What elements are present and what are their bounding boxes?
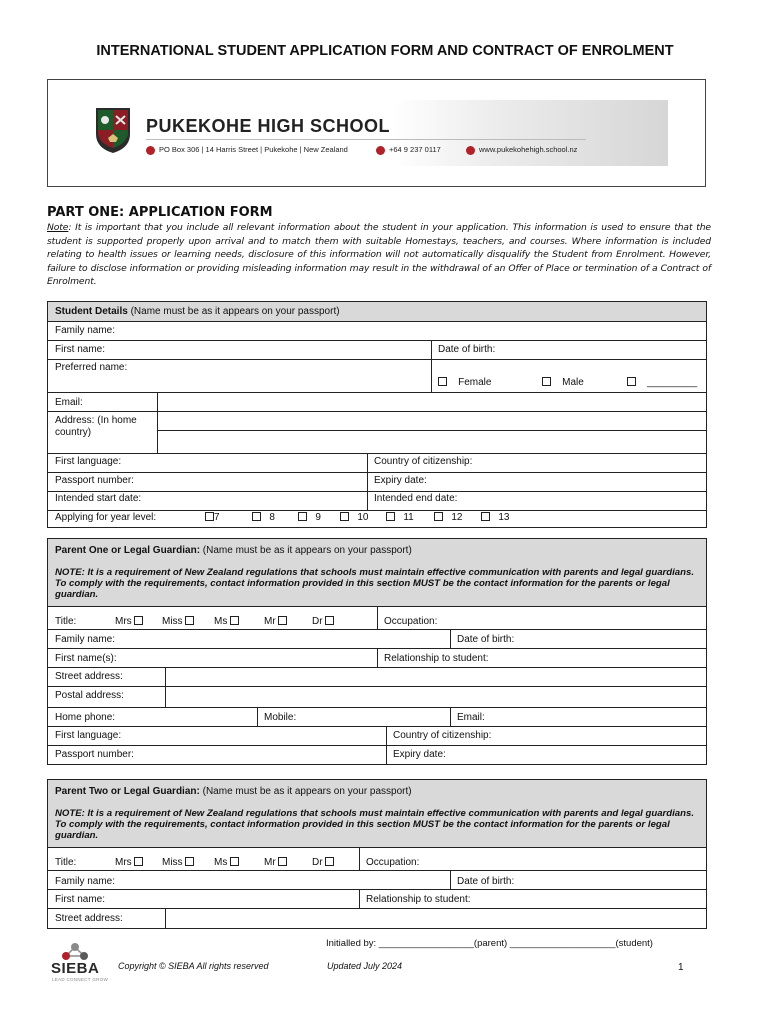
year-level-label: Applying for year level: [55,512,157,523]
year-12-checkbox[interactable] [434,512,443,521]
year-13-option[interactable]: 13 [481,512,509,523]
year-8-checkbox[interactable] [252,512,261,521]
parent-one-first-names-field[interactable]: First name(s): [55,653,117,664]
student-first-name-field[interactable]: First name: [55,344,106,355]
parent-one-mobile-field[interactable]: Mobile: [264,712,297,723]
parent-two-title-mr[interactable]: Mr [264,857,287,868]
school-banner-frame [47,79,706,187]
male-checkbox[interactable] [542,377,551,386]
parent-two-section [47,779,707,929]
parent-one-heading: Parent One or Legal Guardian: (Name must be as it appears on your passport) [55,545,412,556]
ms-checkbox[interactable] [230,616,239,625]
student-details-section [47,301,707,528]
parent-two-occupation-field[interactable]: Occupation: [366,857,420,868]
year-7-checkbox[interactable] [205,512,214,521]
application-note [47,221,711,289]
mrs-checkbox[interactable] [134,616,143,625]
school-website[interactable]: www.pukekohehigh.school.nz [466,145,577,155]
parent-two-heading: Parent Two or Legal Guardian: (Name must be as it appears on your passport) [55,786,412,797]
part-one-title: PART ONE: APPLICATION FORM [47,205,273,220]
parent-one-title-ms[interactable]: Ms [214,616,239,627]
parent-one-title-label: Title: [55,616,77,627]
parent-one-first-language-field[interactable]: First language: [55,730,122,741]
student-details-heading: Student Details (Name must be as it appears on your passport) [55,306,340,317]
school-phone: +64 9 237 0117 [376,145,441,155]
location-pin-icon [146,146,155,155]
miss-checkbox[interactable] [185,857,194,866]
phone-icon [376,146,385,155]
note-text: : It is important that you include all relevant information about the student in your application. This information is used to ensure that the student is supported properly upon arrival and to match them with suitable Homestays, teachers, and courses. Where information is included relating to health issues or learning needs, disclosure of this information will not automatically disqualify the Student from Enrolment. However, failure to disclose information or providing misleading information may result in the withdrawal of an Offer of Place or termination of a Contract of Enrolment. [47,222,711,287]
gender-other-option[interactable]: _________ [627,377,697,388]
updated-date: Updated July 2024 [327,961,403,971]
initialled-by-line[interactable]: Initialled by: __________________(parent) ____________________(student) [326,938,653,949]
year-10-option[interactable]: 10 [340,512,368,523]
mr-checkbox[interactable] [278,857,287,866]
student-start-date-field[interactable]: Intended start date: [55,493,142,504]
year-7-option[interactable]: 7 [205,512,220,523]
sieba-tagline: LEAD CONNECT GROW [52,977,109,982]
parent-one-title-dr[interactable]: Dr [312,616,334,627]
parent-two-title-mrs[interactable]: Mrs [115,857,143,868]
parent-one-street-field[interactable]: Street address: [55,671,123,682]
year-11-option[interactable]: 11 [386,512,414,523]
school-address: PO Box 306 | 14 Harris Street | Pukekohe | New Zealand [146,145,348,155]
student-citizenship-field[interactable]: Country of citizenship: [374,456,473,467]
year-11-checkbox[interactable] [386,512,395,521]
copyright-text: Copyright © SIEBA All rights reserved [118,961,269,971]
parent-two-title-ms[interactable]: Ms [214,857,239,868]
parent-one-citizenship-field[interactable]: Country of citizenship: [393,730,492,741]
dr-checkbox[interactable] [325,616,334,625]
other-gender-checkbox[interactable] [627,377,636,386]
year-10-checkbox[interactable] [340,512,349,521]
year-9-checkbox[interactable] [298,512,307,521]
year-13-checkbox[interactable] [481,512,490,521]
school-banner [94,100,668,166]
note-label: Note [47,222,69,233]
parent-one-home-phone-field[interactable]: Home phone: [55,712,116,723]
parent-two-street-field[interactable]: Street address: [55,913,123,924]
parent-one-section [47,538,707,765]
student-end-date-field[interactable]: Intended end date: [374,493,458,504]
student-email-field[interactable]: Email: [55,397,83,408]
ms-checkbox[interactable] [230,857,239,866]
sieba-brand: SIEBA [51,960,100,977]
parent-two-title-label: Title: [55,857,77,868]
parent-one-relationship-field[interactable]: Relationship to student: [384,653,489,664]
year-9-option[interactable]: 9 [298,512,321,523]
parent-one-dob-field[interactable]: Date of birth: [457,634,515,645]
page-number: 1 [678,962,684,973]
parent-one-passport-field[interactable]: Passport number: [55,749,134,760]
parent-one-family-name-field[interactable]: Family name: [55,634,116,645]
parent-one-title-mr[interactable]: Mr [264,616,287,627]
parent-two-dob-field[interactable]: Date of birth: [457,876,515,887]
school-name: PUKEKOHE HIGH SCHOOL [146,116,391,136]
parent-two-relationship-field[interactable]: Relationship to student: [366,894,471,905]
banner-divider [146,139,586,140]
mrs-checkbox[interactable] [134,857,143,866]
dr-checkbox[interactable] [325,857,334,866]
parent-two-family-name-field[interactable]: Family name: [55,876,116,887]
student-preferred-name-field[interactable]: Preferred name: [55,362,128,373]
mr-checkbox[interactable] [278,616,287,625]
parent-one-expiry-field[interactable]: Expiry date: [393,749,446,760]
document-title: INTERNATIONAL STUDENT APPLICATION FORM AND CONTRACT OF ENROLMENT [96,43,674,59]
parent-two-first-name-field[interactable]: First name: [55,894,106,905]
student-dob-field[interactable]: Date of birth: [438,344,496,355]
parent-two-note: NOTE: It is a requirement of New Zealand regulations that schools must maintain effective communication with parents and legal guardians. To comply with the requirements, contact information provided in this section MUST be the contact information for the parents or legal guardian. [55,808,694,841]
globe-icon [466,146,475,155]
parent-two-title-miss[interactable]: Miss [162,857,194,868]
parent-one-postal-field[interactable]: Postal address: [55,690,124,701]
year-8-option[interactable]: 8 [252,512,275,523]
female-checkbox[interactable] [438,377,447,386]
school-crest-icon [94,106,132,154]
parent-one-email-field[interactable]: Email: [457,712,485,723]
parent-one-occupation-field[interactable]: Occupation: [384,616,438,627]
gender-male-option[interactable]: Male [542,377,584,388]
student-first-language-field[interactable]: First language: [55,456,122,467]
parent-one-title-miss[interactable]: Miss [162,616,194,627]
parent-one-title-mrs[interactable]: Mrs [115,616,143,627]
gender-female-option[interactable]: Female [438,377,491,388]
year-12-option[interactable]: 12 [434,512,462,523]
student-expiry-field[interactable]: Expiry date: [374,475,427,486]
student-address-field[interactable]: Address: (In home country) [55,415,137,438]
student-family-name-field[interactable]: Family name: [55,325,116,336]
student-passport-field[interactable]: Passport number: [55,475,134,486]
miss-checkbox[interactable] [185,616,194,625]
parent-one-note: NOTE: It is a requirement of New Zealand regulations that schools must maintain effective communication with parents and legal guardians. To comply with the requirements, contact information provided in this section MUST be the contact information for the parents or legal guardian. [55,567,694,600]
parent-two-title-dr[interactable]: Dr [312,857,334,868]
